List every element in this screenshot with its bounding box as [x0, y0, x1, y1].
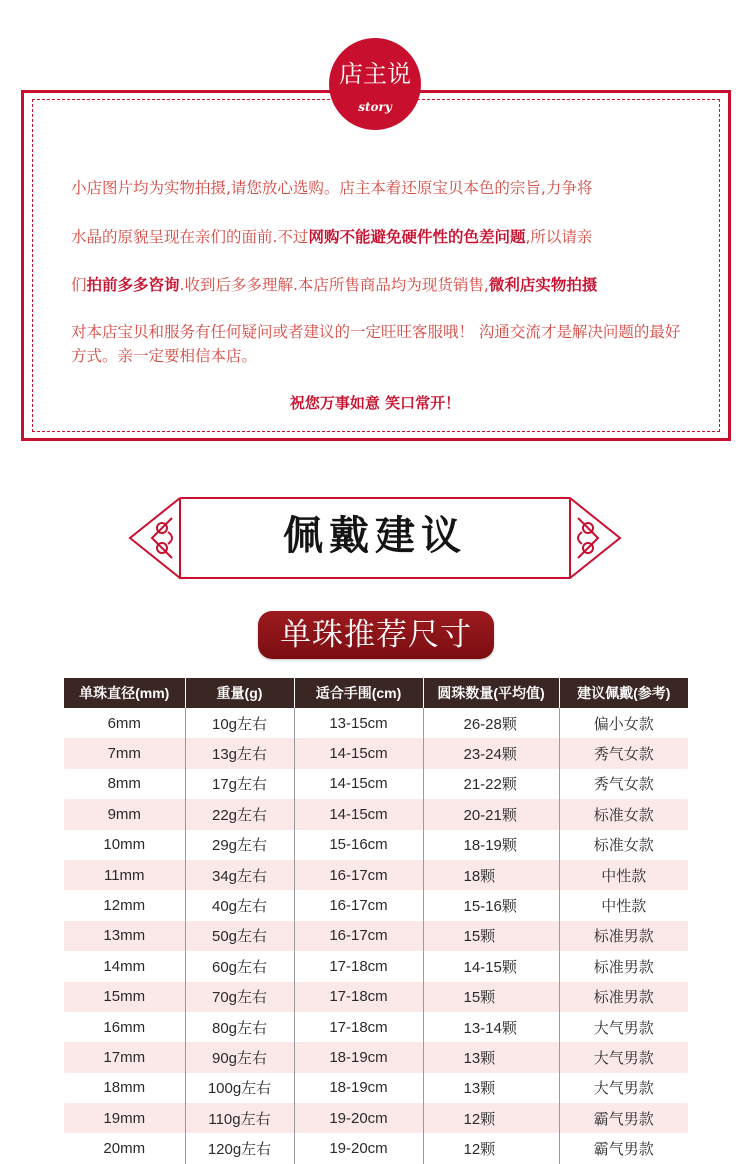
header-weight: 重量(g) [185, 678, 294, 708]
header-wrist-size: 适合手围(cm) [294, 678, 423, 708]
cell-bead-count: 13颗 [423, 1042, 559, 1072]
cell-weight: 34g左右 [185, 860, 294, 890]
notice-paragraph-2 [71, 225, 689, 249]
notice-text: ,所以请亲 [525, 228, 593, 246]
cell-weight: 10g左右 [185, 708, 294, 738]
header-diameter: 单珠直径(mm) [64, 678, 185, 708]
cell-bead-count: 26-28颗 [423, 708, 559, 738]
bead-size-table [64, 678, 688, 1164]
cell-diameter: 14mm [64, 951, 185, 981]
cell-bead-count: 18颗 [423, 860, 559, 890]
cell-bead-count: 23-24颗 [423, 738, 559, 768]
cell-diameter: 18mm [64, 1073, 185, 1103]
header-suggested-wear: 建议佩戴(参考) [559, 678, 688, 708]
cell-diameter: 19mm [64, 1103, 185, 1133]
cell-wrist-size: 16-17cm [294, 890, 423, 920]
cell-weight: 110g左右 [185, 1103, 294, 1133]
shop-owner-says-badge [329, 38, 421, 130]
cell-diameter: 16mm [64, 1012, 185, 1042]
notice-text: .收到后多多理解.本店所售商品均为现货销售, [179, 276, 489, 294]
cell-bead-count: 15颗 [423, 982, 559, 1012]
right-cloud-ornament-icon [578, 518, 598, 558]
cell-weight: 70g左右 [185, 982, 294, 1012]
notice-text: 们 [71, 276, 87, 294]
table-row [64, 1012, 688, 1042]
cell-suggested-wear: 标准女款 [559, 799, 688, 829]
table-row [64, 1042, 688, 1072]
cell-suggested-wear: 大气男款 [559, 1042, 688, 1072]
table-row [64, 708, 688, 738]
table-row [64, 1103, 688, 1133]
table-row [64, 982, 688, 1012]
cell-suggested-wear: 标准男款 [559, 921, 688, 951]
notice-emphasis: 微利店实物拍摄 [488, 276, 598, 294]
table-row [64, 921, 688, 951]
cell-diameter: 11mm [64, 860, 185, 890]
cell-bead-count: 13-14颗 [423, 1012, 559, 1042]
cell-weight: 60g左右 [185, 951, 294, 981]
notice-paragraph-3 [71, 273, 689, 297]
cell-weight: 22g左右 [185, 799, 294, 829]
cell-wrist-size: 17-18cm [294, 982, 423, 1012]
badge-subtitle: story [358, 100, 392, 114]
notice-box [21, 90, 731, 441]
cell-weight: 29g左右 [185, 830, 294, 860]
cell-bead-count: 21-22颗 [423, 769, 559, 799]
table-row [64, 799, 688, 829]
cell-diameter: 6mm [64, 708, 185, 738]
cell-wrist-size: 19-20cm [294, 1133, 423, 1163]
cell-wrist-size: 16-17cm [294, 921, 423, 951]
header-bead-count: 圆珠数量(平均值) [423, 678, 559, 708]
cell-suggested-wear: 大气男款 [593, 1080, 654, 1098]
cell-wrist-size: 17-18cm [294, 951, 423, 981]
cell-weight: 17g左右 [185, 769, 294, 799]
cell-suggested-wear: 霸气男款 [559, 1103, 688, 1133]
table-header-row [64, 678, 688, 708]
table-row [64, 951, 688, 981]
cell-suggested-wear: 秀气女款 [559, 738, 688, 768]
cell-weight: 50g左右 [185, 921, 294, 951]
cell-diameter: 20mm [64, 1133, 185, 1163]
cell-diameter: 15mm [64, 982, 185, 1012]
cell-wrist-size: 18-19cm [294, 1073, 423, 1103]
cell-weight: 13g左右 [185, 738, 294, 768]
cell-bead-count: 14-15颗 [423, 951, 559, 981]
cell-suggested-wear: 秀气女款 [593, 776, 654, 794]
table-row [64, 860, 688, 890]
cell-wrist-size: 15-16cm [294, 830, 423, 860]
notice-paragraph-4: 对本店宝贝和服务有任何疑问或者建议的一定旺旺客服哦！ 沟通交流才是解决问题的最好方式。亲一定要相信本店。 [71, 323, 681, 365]
cell-wrist-size: 13-15cm [294, 708, 423, 738]
notice-text: 水晶的原貌呈现在亲们的面前.不过 [71, 228, 309, 246]
wear-suggestion-title: 佩戴建议 [283, 512, 467, 559]
cell-wrist-size: 19-20cm [294, 1103, 423, 1133]
left-cloud-ornament-icon [152, 518, 172, 558]
notice-emphasis: 拍前多多咨询 [86, 276, 180, 294]
cell-bead-count: 12颗 [423, 1133, 559, 1163]
closing-greeting: 祝您万事如意 笑口常开！ [289, 394, 461, 412]
cell-bead-count: 20-21颗 [423, 799, 559, 829]
cell-wrist-size: 17-18cm [294, 1012, 423, 1042]
cell-suggested-wear: 大气男款 [593, 1019, 654, 1037]
size-recommendation-heading: 单珠推荐尺寸 [258, 611, 494, 659]
notice-text: 小店图片均为实物拍摄,请您放心选购。店主本着还原宝贝本色的宗旨,力争将 [71, 179, 593, 197]
cell-bead-count: 15颗 [423, 921, 559, 951]
cell-diameter: 8mm [64, 769, 185, 799]
cell-suggested-wear: 标准男款 [593, 958, 654, 976]
table-body [64, 708, 688, 1164]
cell-bead-count: 18-19颗 [423, 830, 559, 860]
table-row [64, 738, 688, 768]
cell-suggested-wear: 标准男款 [559, 982, 688, 1012]
cell-diameter: 10mm [64, 830, 185, 860]
cell-weight: 120g左右 [185, 1133, 294, 1163]
cell-suggested-wear: 霸气男款 [593, 1141, 654, 1159]
cell-weight: 100g左右 [185, 1073, 294, 1103]
notice-dashed-border [32, 99, 720, 432]
badge-title: 店主说 [339, 60, 411, 88]
cell-bead-count: 15-16颗 [423, 890, 559, 920]
cell-weight: 90g左右 [185, 1042, 294, 1072]
cell-wrist-size: 14-15cm [294, 769, 423, 799]
cell-diameter: 17mm [64, 1042, 185, 1072]
cell-bead-count: 12颗 [423, 1103, 559, 1133]
cell-wrist-size: 16-17cm [294, 860, 423, 890]
cell-diameter: 13mm [64, 921, 185, 951]
cell-suggested-wear: 偏小女款 [593, 715, 654, 733]
notice-emphasis: 网购不能避免硬件性的色差问题 [308, 228, 526, 246]
table-row [64, 769, 688, 799]
table-row [64, 830, 688, 860]
cell-wrist-size: 18-19cm [294, 1042, 423, 1072]
cell-wrist-size: 14-15cm [294, 738, 423, 768]
cell-bead-count: 13颗 [423, 1073, 559, 1103]
cell-diameter: 12mm [64, 890, 185, 920]
cell-suggested-wear: 中性款 [559, 860, 688, 890]
notice-paragraph-1 [71, 176, 689, 200]
cell-diameter: 9mm [64, 799, 185, 829]
cell-suggested-wear: 标准女款 [593, 837, 654, 855]
cell-weight: 40g左右 [185, 890, 294, 920]
cell-diameter: 7mm [64, 738, 185, 768]
cell-wrist-size: 14-15cm [294, 799, 423, 829]
cell-suggested-wear: 中性款 [601, 898, 647, 916]
cell-weight: 80g左右 [185, 1012, 294, 1042]
table-row [64, 890, 688, 920]
table-row [64, 1073, 688, 1103]
